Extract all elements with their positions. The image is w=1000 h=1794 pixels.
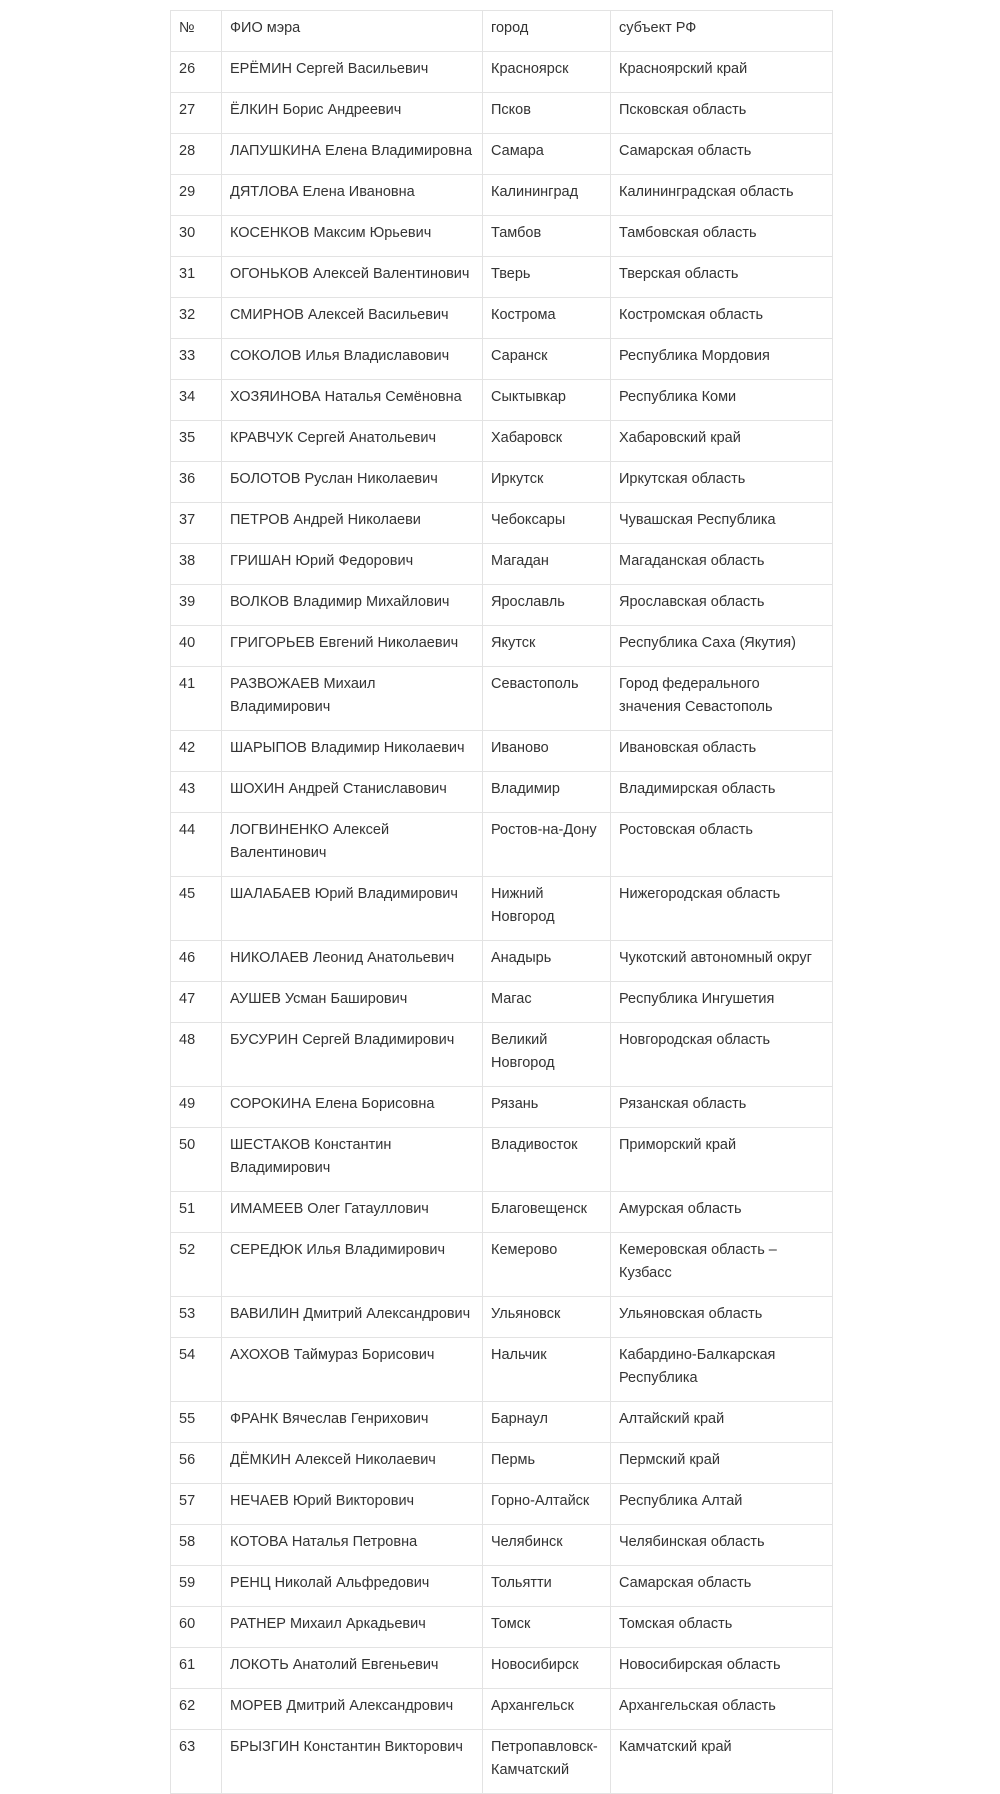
cell-subject: Иркутская область [611, 462, 833, 503]
table-row [171, 1087, 833, 1128]
table-row [171, 1128, 833, 1192]
cell-fio: БУСУРИН Сергей Владимирович [222, 1023, 483, 1087]
cell-city: Тверь [483, 257, 611, 298]
cell-city: Владимир [483, 772, 611, 813]
cell-city: Чебоксары [483, 503, 611, 544]
cell-num: 61 [171, 1648, 222, 1689]
cell-fio: МОРЕВ Дмитрий Александрович [222, 1689, 483, 1730]
cell-fio: ГРИГОРЬЕВ Евгений Николаевич [222, 626, 483, 667]
cell-city: Рязань [483, 1087, 611, 1128]
cell-subject: Ростовская область [611, 813, 833, 877]
cell-num: 58 [171, 1525, 222, 1566]
cell-city: Иркутск [483, 462, 611, 503]
cell-num: 56 [171, 1443, 222, 1484]
table-body [171, 52, 833, 1794]
table-row [171, 257, 833, 298]
cell-subject: Красноярский край [611, 52, 833, 93]
cell-fio: ЛОКОТЬ Анатолий Евгеньевич [222, 1648, 483, 1689]
table-row [171, 1443, 833, 1484]
cell-num: 47 [171, 982, 222, 1023]
table-row [171, 1607, 833, 1648]
cell-city: Красноярск [483, 52, 611, 93]
cell-subject: Приморский край [611, 1128, 833, 1192]
cell-fio: ШАЛАБАЕВ Юрий Владимирович [222, 877, 483, 941]
cell-city: Сыктывкар [483, 380, 611, 421]
table-row [171, 877, 833, 941]
cell-fio: БРЫЗГИН Константин Викторович [222, 1730, 483, 1794]
cell-fio: СОКОЛОВ Илья Владиславович [222, 339, 483, 380]
cell-subject: Новосибирская область [611, 1648, 833, 1689]
table-row [171, 52, 833, 93]
cell-city: Новосибирск [483, 1648, 611, 1689]
cell-fio: ДЁМКИН Алексей Николаевич [222, 1443, 483, 1484]
cell-city: Петропавловск-Камчатский [483, 1730, 611, 1794]
cell-city: Кемерово [483, 1233, 611, 1297]
cell-num: 43 [171, 772, 222, 813]
cell-subject: Камчатский край [611, 1730, 833, 1794]
cell-fio: КРАВЧУК Сергей Анатольевич [222, 421, 483, 462]
cell-city: Архангельск [483, 1689, 611, 1730]
cell-num: 32 [171, 298, 222, 339]
cell-fio: НИКОЛАЕВ Леонид Анатольевич [222, 941, 483, 982]
cell-fio: ОГОНЬКОВ Алексей Валентинович [222, 257, 483, 298]
table-row [171, 1730, 833, 1794]
cell-city: Кострома [483, 298, 611, 339]
cell-subject: Челябинская область [611, 1525, 833, 1566]
cell-num: 42 [171, 731, 222, 772]
cell-num: 36 [171, 462, 222, 503]
cell-city: Ульяновск [483, 1297, 611, 1338]
header-num: № [171, 11, 222, 52]
cell-num: 62 [171, 1689, 222, 1730]
cell-subject: Тверская область [611, 257, 833, 298]
cell-num: 31 [171, 257, 222, 298]
cell-city: Якутск [483, 626, 611, 667]
cell-subject: Псковская область [611, 93, 833, 134]
cell-subject: Город федерального значения Севастополь [611, 667, 833, 731]
mayors-table-container [170, 10, 832, 1794]
cell-num: 48 [171, 1023, 222, 1087]
cell-fio: РЕНЦ Николай Альфредович [222, 1566, 483, 1607]
table-row [171, 1233, 833, 1297]
table-row [171, 1484, 833, 1525]
table-row [171, 544, 833, 585]
cell-fio: ГРИШАН Юрий Федорович [222, 544, 483, 585]
cell-city: Ростов-на-Дону [483, 813, 611, 877]
table-row [171, 941, 833, 982]
table-row [171, 134, 833, 175]
cell-city: Челябинск [483, 1525, 611, 1566]
cell-subject: Нижегородская область [611, 877, 833, 941]
cell-city: Барнаул [483, 1402, 611, 1443]
cell-fio: ВАВИЛИН Дмитрий Александрович [222, 1297, 483, 1338]
cell-fio: РАТНЕР Михаил Аркадьевич [222, 1607, 483, 1648]
table-row [171, 175, 833, 216]
table-row [171, 462, 833, 503]
cell-subject: Томская область [611, 1607, 833, 1648]
cell-fio: ЕРЁМИН Сергей Васильевич [222, 52, 483, 93]
cell-subject: Ульяновская область [611, 1297, 833, 1338]
table-row [171, 1402, 833, 1443]
header-fio: ФИО мэра [222, 11, 483, 52]
table-row [171, 667, 833, 731]
cell-fio: БОЛОТОВ Руслан Николаевич [222, 462, 483, 503]
table-row [171, 813, 833, 877]
cell-fio: ПЕТРОВ Андрей Николаеви [222, 503, 483, 544]
cell-num: 46 [171, 941, 222, 982]
table-row [171, 339, 833, 380]
cell-city: Севастополь [483, 667, 611, 731]
cell-num: 27 [171, 93, 222, 134]
cell-num: 30 [171, 216, 222, 257]
header-city: город [483, 11, 611, 52]
cell-city: Горно-Алтайск [483, 1484, 611, 1525]
cell-fio: ШАРЫПОВ Владимир Николаевич [222, 731, 483, 772]
cell-num: 60 [171, 1607, 222, 1648]
cell-subject: Республика Алтай [611, 1484, 833, 1525]
table-row [171, 731, 833, 772]
cell-city: Нижний Новгород [483, 877, 611, 941]
cell-subject: Магаданская область [611, 544, 833, 585]
cell-num: 38 [171, 544, 222, 585]
cell-city: Великий Новгород [483, 1023, 611, 1087]
cell-num: 54 [171, 1338, 222, 1402]
cell-fio: СОРОКИНА Елена Борисовна [222, 1087, 483, 1128]
cell-city: Самара [483, 134, 611, 175]
cell-num: 29 [171, 175, 222, 216]
cell-fio: АХОХОВ Таймураз Борисович [222, 1338, 483, 1402]
table-row [171, 298, 833, 339]
table-row [171, 585, 833, 626]
cell-num: 52 [171, 1233, 222, 1297]
cell-city: Магас [483, 982, 611, 1023]
cell-num: 28 [171, 134, 222, 175]
cell-subject: Рязанская область [611, 1087, 833, 1128]
cell-city: Магадан [483, 544, 611, 585]
cell-num: 55 [171, 1402, 222, 1443]
cell-city: Псков [483, 93, 611, 134]
cell-num: 49 [171, 1087, 222, 1128]
cell-subject: Тамбовская область [611, 216, 833, 257]
table-row [171, 772, 833, 813]
cell-city: Анадырь [483, 941, 611, 982]
table-row [171, 1023, 833, 1087]
cell-subject: Калининградская область [611, 175, 833, 216]
cell-fio: ХОЗЯИНОВА Наталья Семёновна [222, 380, 483, 421]
cell-subject: Владимирская область [611, 772, 833, 813]
cell-num: 37 [171, 503, 222, 544]
cell-num: 35 [171, 421, 222, 462]
table-row [171, 93, 833, 134]
cell-num: 34 [171, 380, 222, 421]
cell-fio: АУШЕВ Усман Баширович [222, 982, 483, 1023]
table-row [171, 1338, 833, 1402]
cell-fio: РАЗВОЖАЕВ Михаил Владимирович [222, 667, 483, 731]
table-row [171, 1566, 833, 1607]
cell-city: Ярославль [483, 585, 611, 626]
table-row [171, 216, 833, 257]
cell-subject: Кабардино-Балкарская Республика [611, 1338, 833, 1402]
cell-subject: Архангельская область [611, 1689, 833, 1730]
cell-subject: Республика Мордовия [611, 339, 833, 380]
cell-city: Калининград [483, 175, 611, 216]
cell-city: Иваново [483, 731, 611, 772]
cell-city: Пермь [483, 1443, 611, 1484]
cell-num: 63 [171, 1730, 222, 1794]
cell-fio: СЕРЕДЮК Илья Владимирович [222, 1233, 483, 1297]
cell-num: 45 [171, 877, 222, 941]
header-subject: субъект РФ [611, 11, 833, 52]
cell-num: 57 [171, 1484, 222, 1525]
cell-num: 33 [171, 339, 222, 380]
table-row [171, 1689, 833, 1730]
cell-subject: Самарская область [611, 134, 833, 175]
cell-city: Тамбов [483, 216, 611, 257]
cell-num: 41 [171, 667, 222, 731]
cell-city: Томск [483, 1607, 611, 1648]
table-row [171, 421, 833, 462]
cell-city: Благовещенск [483, 1192, 611, 1233]
cell-subject: Ярославская область [611, 585, 833, 626]
cell-num: 40 [171, 626, 222, 667]
table-row [171, 982, 833, 1023]
cell-fio: ЛАПУШКИНА Елена Владимировна [222, 134, 483, 175]
cell-fio: СМИРНОВ Алексей Васильевич [222, 298, 483, 339]
cell-subject: Кемеровская область – Кузбасс [611, 1233, 833, 1297]
cell-subject: Чувашская Республика [611, 503, 833, 544]
cell-fio: ЁЛКИН Борис Андреевич [222, 93, 483, 134]
cell-num: 44 [171, 813, 222, 877]
cell-num: 51 [171, 1192, 222, 1233]
table-header-row [171, 11, 833, 52]
cell-city: Хабаровск [483, 421, 611, 462]
cell-subject: Хабаровский край [611, 421, 833, 462]
cell-subject: Пермский край [611, 1443, 833, 1484]
cell-subject: Республика Саха (Якутия) [611, 626, 833, 667]
cell-fio: КОТОВА Наталья Петровна [222, 1525, 483, 1566]
cell-num: 53 [171, 1297, 222, 1338]
cell-fio: ИМАМЕЕВ Олег Гатауллович [222, 1192, 483, 1233]
cell-num: 26 [171, 52, 222, 93]
cell-subject: Республика Коми [611, 380, 833, 421]
cell-fio: ЛОГВИНЕНКО Алексей Валентинович [222, 813, 483, 877]
cell-fio: ШОХИН Андрей Станиславович [222, 772, 483, 813]
table-row [171, 1192, 833, 1233]
cell-fio: КОСЕНКОВ Максим Юрьевич [222, 216, 483, 257]
cell-subject: Самарская область [611, 1566, 833, 1607]
cell-subject: Алтайский край [611, 1402, 833, 1443]
cell-num: 50 [171, 1128, 222, 1192]
cell-fio: НЕЧАЕВ Юрий Викторович [222, 1484, 483, 1525]
cell-subject: Костромская область [611, 298, 833, 339]
cell-subject: Новгородская область [611, 1023, 833, 1087]
cell-subject: Республика Ингушетия [611, 982, 833, 1023]
cell-city: Тольятти [483, 1566, 611, 1607]
cell-fio: ФРАНК Вячеслав Генрихович [222, 1402, 483, 1443]
cell-city: Нальчик [483, 1338, 611, 1402]
cell-city: Саранск [483, 339, 611, 380]
table-row [171, 380, 833, 421]
cell-fio: ВОЛКОВ Владимир Михайлович [222, 585, 483, 626]
table-row [171, 1525, 833, 1566]
table-row [171, 1297, 833, 1338]
cell-fio: ДЯТЛОВА Елена Ивановна [222, 175, 483, 216]
cell-subject: Ивановская область [611, 731, 833, 772]
cell-num: 39 [171, 585, 222, 626]
table-row [171, 1648, 833, 1689]
mayors-table [170, 10, 833, 1794]
cell-fio: ШЕСТАКОВ Константин Владимирович [222, 1128, 483, 1192]
cell-subject: Амурская область [611, 1192, 833, 1233]
cell-num: 59 [171, 1566, 222, 1607]
table-row [171, 626, 833, 667]
cell-city: Владивосток [483, 1128, 611, 1192]
table-row [171, 503, 833, 544]
cell-subject: Чукотский автономный округ [611, 941, 833, 982]
